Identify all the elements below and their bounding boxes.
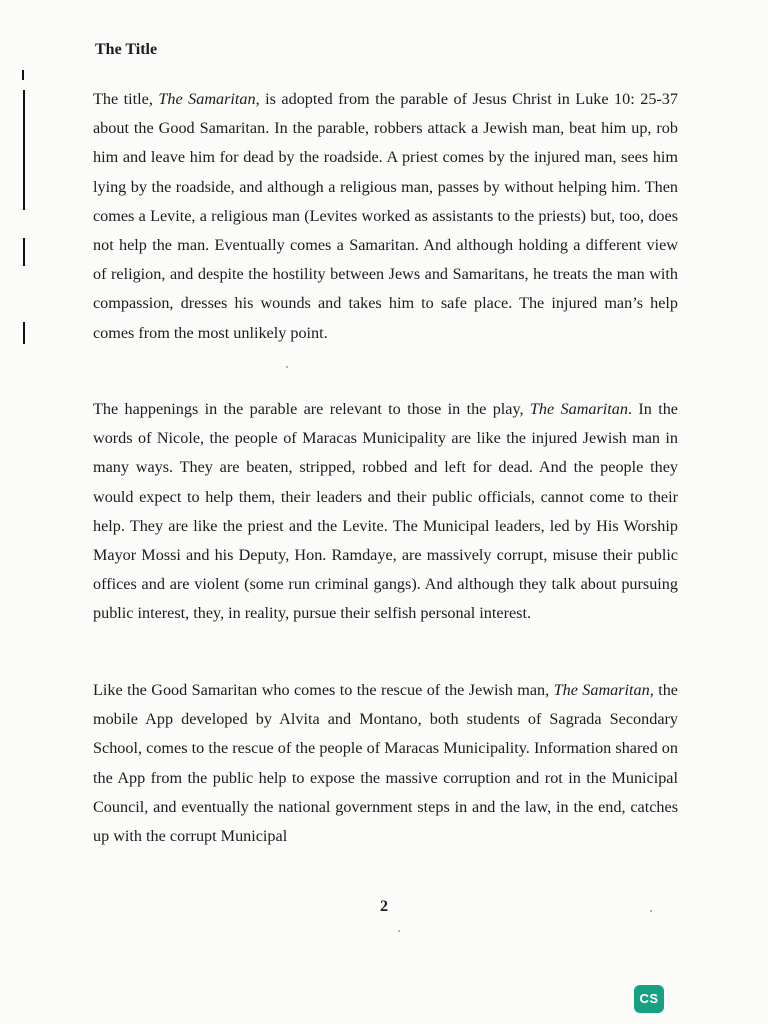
paragraph-text-run: , is adopted from the parable of Jesus Christ in Luke 10: 25-37 about the Good Samaritan. In the parable, robbers attack a Jewish man, beat him up, rob him and leave him for dead by the roadside. A priest comes by the injured man, sees him lying by the roadside, and although a religious man, passes by without helping him. Then comes a Levite, a religious man (Levites worked as assistants to the priests) but, too, does not help the man. Eventually comes a Samaritan. And although holding a different view of religion, and despite the hostility between Jews and Samaritans, he treats the man with compassion, dresses his wounds and takes him to safe place. The injured man’s help comes from the most unlikely point. — [93, 90, 678, 342]
italic-title-text: The Samaritan — [529, 400, 628, 418]
scan-edge-mark — [23, 90, 25, 210]
scan-speck — [286, 366, 288, 368]
page-number: 2 — [380, 898, 388, 915]
paragraph-text-run: The title, — [93, 90, 159, 108]
camscanner-logo: CS — [634, 985, 664, 1013]
scan-edge-mark — [22, 70, 24, 80]
section-heading: The Title — [95, 41, 158, 58]
paragraph-text-run: Like the Good Samaritan who comes to the rescue of the Jewish man, — [93, 681, 554, 699]
paragraph-text-run: . In the words of Nicole, the people of Maracas Municipality are like the injured Jewish man in many ways. They are beaten, stripped, robbed and left for dead. And the people they would expect to help them, their leaders and their public officials, cannot come to their help. They are like the priest and the Levite. The Municipal leaders, led by His Worship Mayor Mossi and his Deputy, Hon. Ramdaye, are massively corrupt, misuse their public offices and are violent (some run criminal gangs). And although they talk about pursuing public interest, they, in reality, pursue their selfish personal interest. — [93, 400, 678, 623]
scan-speck — [398, 930, 400, 932]
italic-title-text: The Samaritan — [158, 90, 256, 108]
scan-edge-mark — [23, 322, 25, 344]
paragraph-text-run: The happenings in the parable are relevant to those in the play, — [93, 400, 530, 418]
body-paragraph-1 — [93, 85, 678, 348]
body-paragraph-2 — [93, 395, 678, 629]
scan-edge-mark — [23, 238, 25, 266]
body-paragraph-3 — [93, 676, 678, 851]
italic-title-text: The Samaritan — [553, 681, 650, 699]
paragraph-text-run: , the mobile App developed by Alvita and Montano, both students of Sagrada Secondary School, comes to the rescue of the people of Maracas Municipality. Information shared on the App from the public help to expose the massive corruption and rot in the Municipal Council, and eventually the national government steps in and the law, in the end, catches up with the corrupt Municipal — [93, 681, 678, 846]
